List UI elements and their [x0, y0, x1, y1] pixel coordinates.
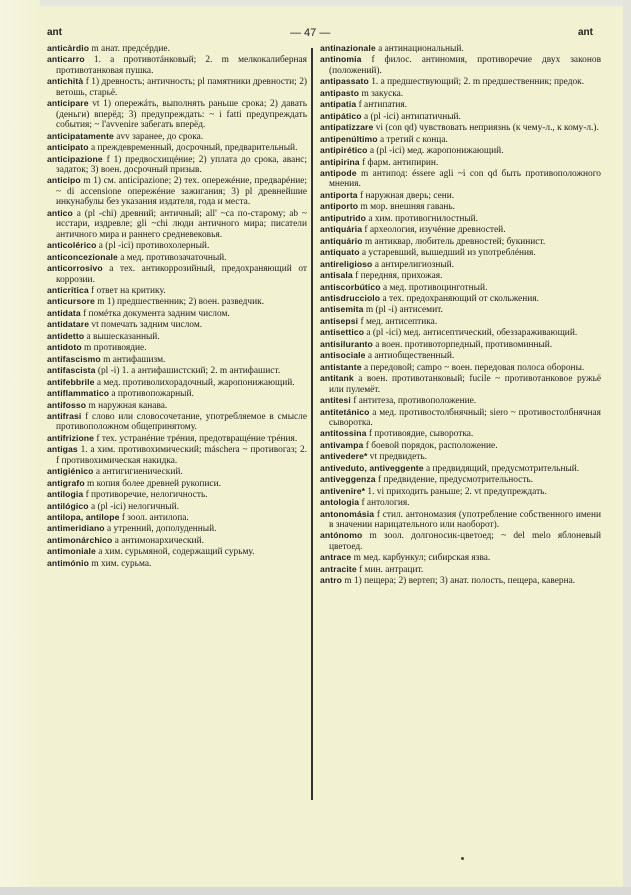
- dictionary-entry: [320, 486, 601, 497]
- headword: antimonárchico: [47, 534, 113, 545]
- headword: antonomásia: [320, 508, 375, 519]
- dictionary-entry: [320, 395, 601, 406]
- headword: anticritica: [47, 284, 89, 295]
- dictionary-entry: [320, 224, 601, 235]
- dictionary-entry: [320, 270, 601, 281]
- definition: a антирелигиозный.: [374, 259, 455, 270]
- headword: antónomo: [320, 530, 363, 541]
- headword: antivampa: [320, 439, 364, 450]
- definition: m наружная канава.: [88, 400, 168, 411]
- dictionary-entry: [320, 201, 601, 212]
- dictionary-entry: [320, 451, 601, 462]
- definition: m 1) см. anticipazione; 2) тех. опережéние, предварéние; ~ di accensione опережéние зажигания; 3) pl древнейшие инкунабулы без указания издателя, года и места.: [56, 176, 308, 208]
- definition: a мед. противозачаточный.: [120, 252, 227, 263]
- definition: a передовой; campo ~ воен. передовая полоса обороны.: [363, 362, 585, 373]
- headword: anticàrdio: [47, 43, 90, 53]
- definition: f филос. антиномия, противоречие двух законов (положений).: [329, 55, 601, 76]
- definition: f тех. устранéние трéния, предотвращéние трéния.: [96, 433, 298, 444]
- dictionary-entry: [320, 316, 601, 327]
- definition: a воен. противоторпедный, противоминный.: [375, 339, 553, 350]
- definition: m мор. внешняя гавань.: [360, 202, 456, 213]
- dictionary-entry: [320, 350, 601, 361]
- definition: a (pl -ici) мед. антисептический, обеззараживающий.: [366, 328, 578, 339]
- headword: antitank: [320, 373, 354, 384]
- definition: m хим. сурьма.: [91, 558, 152, 569]
- definition: 1. vi приходить раньше; 2. vt предупреждать.: [367, 486, 547, 497]
- headword: antichità: [47, 76, 84, 87]
- definition: m (pl -i) антисемит.: [365, 305, 443, 316]
- definition: 1. a предшествующий; 2. m предшественник; предок.: [371, 77, 585, 88]
- dictionary-entry: [47, 331, 307, 342]
- headword: antifosso: [47, 399, 87, 410]
- dictionary-entry: [47, 175, 307, 207]
- definition: a противопожарный.: [111, 389, 194, 400]
- dictionary-entry: [47, 377, 307, 388]
- definition: 1. a противотáнковый; 2. m мелкокалиберная противотанковая пушка.: [56, 55, 307, 76]
- dictionary-entry: [47, 489, 307, 500]
- dictionary-entry: [320, 259, 601, 270]
- dictionary-entry: [47, 319, 307, 330]
- headword: antiveggenza: [320, 474, 376, 485]
- headword: antisepsi: [320, 315, 359, 326]
- dictionary-entry: [320, 509, 601, 531]
- dictionary-entry: [47, 523, 307, 534]
- definition: a (pl -ici) мед. жаропонижающий.: [369, 146, 504, 157]
- definition: f противоречие, нелогичность.: [85, 490, 208, 501]
- headword: antilopa, antilope: [47, 512, 120, 523]
- dictionary-entry: [47, 365, 307, 376]
- dictionary-entry: [320, 428, 601, 439]
- dictionary-entry: [47, 285, 307, 296]
- dictionary-entry: [47, 263, 307, 285]
- headword: antisociale: [320, 350, 366, 361]
- dictionary-entry: [47, 240, 307, 251]
- headword: antiquato: [320, 247, 360, 258]
- dictionary-entry: [320, 190, 601, 201]
- running-head-left: ant: [47, 27, 62, 38]
- dictionary-entry: [320, 99, 601, 110]
- headword: anticipato: [47, 142, 89, 153]
- left-column: [47, 43, 307, 569]
- definition: f помéтка документа задним числом.: [83, 308, 230, 319]
- dictionary-entry: [320, 157, 601, 168]
- headword: antitossina: [320, 428, 367, 439]
- dictionary-entry: [320, 440, 601, 451]
- definition: f антитеза, противоположение.: [353, 396, 477, 407]
- definition: f антипатия.: [358, 100, 408, 111]
- headword: anticursore: [47, 296, 95, 307]
- definition: f слово или словосочетание, употребляемое в смысле противоположном общепринятому.: [56, 411, 307, 433]
- dictionary-entry: [47, 342, 307, 353]
- definition: vt 1) опережáть, выполнять раньше срока; 2) давать (деньги) вперёд; 3) предупреждать: ~ i fatti предупреждать события; ~ l'avvenire забегать вперёд.: [56, 99, 307, 131]
- definition: f зоол. антилопа.: [121, 513, 189, 524]
- definition: a антигигиенический.: [95, 467, 183, 478]
- headword: antiquária: [320, 224, 363, 235]
- dictionary-entry: [320, 247, 601, 258]
- dictionary-entry: [47, 535, 307, 546]
- headword: anticipo: [47, 175, 81, 186]
- definition: a воен. противотанковый; fucile ~ противотанковое ружьё или пулемёт.: [329, 374, 602, 395]
- headword: antinazionale: [320, 43, 376, 53]
- headword: antifrizione: [47, 432, 95, 443]
- headword: anticolérico: [47, 240, 97, 251]
- dictionary-entry: [320, 339, 601, 350]
- definition: a вышесказанный.: [86, 331, 160, 342]
- dictionary-entry: [320, 575, 601, 586]
- headword: antilogia: [47, 489, 84, 500]
- definition: f ответ на критику.: [91, 285, 166, 296]
- definition: a хим. сурьмяной, содержащий сурьму.: [98, 547, 255, 558]
- definition: m 1) пещера; 2) вертеп; 3) анат. полость, пещера, каверна.: [344, 576, 576, 587]
- dictionary-entry: [47, 444, 307, 466]
- definition: f мин. антрацит.: [359, 564, 424, 575]
- headword: antiscorbútico: [320, 281, 381, 292]
- definition: f передняя, прихожая.: [355, 271, 443, 282]
- dictionary-entry: [320, 474, 601, 485]
- dictionary-entry: [320, 236, 601, 247]
- headword: antimoniale: [47, 546, 96, 557]
- dictionary-entry: [320, 407, 601, 429]
- dictionary-entry: [47, 43, 307, 54]
- headword: anticipazione: [47, 153, 103, 164]
- headword: antracite: [320, 563, 357, 574]
- dictionary-entry: [47, 76, 307, 98]
- dictionary-entry: [320, 564, 601, 575]
- headword: antro: [320, 575, 342, 586]
- definition: (pl -i) 1. a антифашистский; 2. m антифашист.: [97, 366, 281, 377]
- definition: a мед. противолихорадочный, жаропонижающий.: [96, 377, 295, 388]
- definition: a утренний, дополуденный.: [107, 524, 217, 535]
- headword: anticarro: [47, 54, 85, 65]
- headword: antidata: [47, 307, 81, 318]
- headword: antipirético: [320, 145, 368, 156]
- dictionary-entry: [47, 388, 307, 399]
- dictionary-entry: [47, 558, 307, 569]
- headword: antrace: [320, 552, 352, 563]
- definition: a антинациональный.: [378, 44, 464, 54]
- headword: antigas: [47, 444, 78, 455]
- dictionary-entry: [320, 213, 601, 224]
- dictionary-entry: [47, 131, 307, 142]
- dictionary-entry: [320, 552, 601, 563]
- definition: a (pl -chi) древний; античный; all' ~ca по-старому; ab ~ исстари, издревле; gli ~chi люди античного мира; писатели античного мира и раннего средневековья.: [56, 208, 307, 240]
- headword: antipassato: [320, 76, 369, 87]
- definition: m антиквар, любитель древностей; букинист.: [364, 236, 546, 247]
- headword: antigiénico: [47, 466, 94, 477]
- definition: f наружная дверь; сени.: [360, 190, 455, 201]
- dictionary-entry: [320, 282, 601, 293]
- headword: antisemita: [320, 304, 364, 315]
- definition: a предвидящий, предусмотрительный.: [425, 463, 580, 474]
- headword: antiputrido: [320, 212, 366, 223]
- dictionary-entry: [320, 43, 601, 54]
- dictionary-entry: [320, 304, 601, 315]
- definition: m противоядие.: [84, 343, 147, 354]
- definition: m 1) предшественник; 2) воен. разведчик.: [97, 297, 265, 308]
- headword: antistante: [320, 361, 362, 372]
- definition: a антиобщественный.: [367, 351, 455, 362]
- definition: f антология.: [361, 498, 410, 509]
- definition: a мед. противостолбнячный; siero ~ противостолбнячная сыворотка.: [329, 407, 601, 428]
- dictionary-entry: [320, 145, 601, 156]
- definition: m зоол. долгоносик-цветоед; ~ del melo яблоневый цветоед.: [329, 531, 601, 552]
- headword: antifrasi: [47, 410, 82, 421]
- dictionary-entry: [47, 54, 307, 76]
- dictionary-entry: [320, 293, 601, 304]
- scan-border-bottom: [0, 887, 631, 895]
- dictionary-entry: [320, 497, 601, 508]
- headword: antologia: [320, 497, 360, 508]
- headword: antifascista: [47, 365, 96, 376]
- definition: a мед. противоцинготный.: [382, 282, 488, 293]
- dictionary-entry: [47, 98, 307, 130]
- headword: antidetto: [47, 330, 85, 341]
- headword: anticipatamente: [47, 130, 114, 141]
- headword: antisdrucciolo: [320, 292, 381, 303]
- dictionary-entry: [47, 142, 307, 153]
- definition: f мед. антисептика.: [360, 316, 438, 327]
- dictionary-entry: [47, 546, 307, 557]
- headword: antipasto: [320, 87, 360, 98]
- dictionary-entry: [320, 373, 601, 395]
- running-head-right: ant: [578, 27, 593, 38]
- headword: antivenire*: [320, 485, 366, 496]
- headword: antilógico: [47, 500, 89, 511]
- dictionary-entry: [47, 296, 307, 307]
- headword: antimeridiano: [47, 523, 105, 534]
- headword: antitesi: [320, 395, 351, 406]
- headword: antipatizzare: [320, 122, 374, 133]
- definition: a антимонархический.: [114, 535, 204, 546]
- definition: m антифашизм.: [103, 354, 166, 365]
- definition: f стил. антономазия (употребление собственного имени в значении нарицательного или наоборот).: [329, 509, 601, 531]
- headword: antisiluranto: [320, 338, 373, 349]
- dictionary-entry: [320, 111, 601, 122]
- dictionary-entry: [47, 478, 307, 489]
- right-column: [320, 43, 601, 587]
- headword: antiporta: [320, 189, 358, 200]
- dictionary-entry: [320, 463, 601, 474]
- headword: antidatare: [47, 319, 90, 330]
- definition: vi (con qd) чувствовать неприязнь (к чему-л., к кому-л.).: [375, 123, 599, 134]
- dictionary-entry: [320, 530, 601, 552]
- headword: antisala: [320, 270, 353, 281]
- headword: antireligioso: [320, 258, 373, 269]
- column-divider: [311, 48, 313, 800]
- definition: 1. a хим. противохимический; máschera ~ противогаз; 2. f противохимическая накидка.: [56, 445, 307, 466]
- headword: antiquário: [320, 235, 363, 246]
- definition: vt помечать задним числом.: [91, 320, 203, 331]
- definition: m мед. карбункул; сибирская язва.: [353, 553, 491, 564]
- headword: antidoto: [47, 342, 82, 353]
- dictionary-entry: [47, 354, 307, 365]
- definition: f 1) предвосхищéние; 2) уплата до срока, аванс; задаток; 3) воен. досрочный призыв.: [56, 154, 308, 175]
- headword: antigrafo: [47, 477, 85, 488]
- dictionary-entry: [47, 512, 307, 523]
- headword: antipenúltimo: [320, 133, 378, 144]
- definition: a (pl -ici) антипатичный.: [363, 111, 461, 122]
- headword: antifascismo: [47, 353, 101, 364]
- dictionary-entry: [320, 54, 601, 76]
- dictionary-entry: [320, 168, 601, 190]
- headword: antipirina: [320, 156, 360, 167]
- definition: avv заранее, до срока.: [116, 131, 204, 142]
- definition: vt предвидеть.: [369, 452, 428, 463]
- headword: antisettico: [320, 327, 365, 338]
- headword: antiporto: [320, 201, 359, 212]
- dictionary-entry: [320, 76, 601, 87]
- definition: f археология, изучéние древностей.: [364, 225, 506, 236]
- printer-mark: [461, 857, 464, 860]
- definition: f предвидение, предусмотрительность.: [378, 475, 534, 486]
- dictionary-entry: [47, 433, 307, 444]
- dictionary-entry: [47, 308, 307, 319]
- definition: a тех. предохраняющий от скольжения.: [382, 293, 539, 304]
- headword: antitetánico: [320, 406, 370, 417]
- dictionary-entry: [47, 400, 307, 411]
- dictionary-entry: [47, 208, 307, 240]
- page-margin: [0, 0, 40, 895]
- dictionary-entry: [320, 134, 601, 145]
- definition: a устаревший, вышедший из употреблéния.: [361, 248, 536, 259]
- definition: f 1) древность; античность; pl памятники древности; 2) ветошь, старьё.: [56, 77, 308, 98]
- headword: antimónio: [47, 557, 89, 568]
- headword: antivedere*: [320, 451, 368, 462]
- definition: a третий с конца.: [379, 134, 448, 145]
- dictionary-entry: [47, 501, 307, 512]
- headword: antifebbrile: [47, 376, 95, 387]
- headword: anticorrosivo: [47, 263, 103, 274]
- definition: a (pl -ici) противохолерный.: [98, 241, 210, 252]
- headword: antinomia: [320, 54, 362, 65]
- headword: antipode: [320, 167, 357, 178]
- headword: antiflammatico: [47, 388, 110, 399]
- definition: a преждевременный, досрочный, предварительный.: [90, 143, 298, 154]
- dictionary-entry: [320, 122, 601, 133]
- page-number: — 47 —: [290, 27, 331, 39]
- definition: f противоядие, сыворотка.: [368, 429, 474, 440]
- headword: anticoncezionale: [47, 251, 118, 262]
- definition: f боевой порядок, расположение.: [365, 440, 498, 451]
- definition: a тех. антикоррозийный, предохраняющий от коррозии.: [56, 264, 308, 285]
- dictionary-entry: [47, 466, 307, 477]
- headword: antipatia: [320, 99, 357, 110]
- scan-border-top: [0, 0, 631, 6]
- definition: f фарм. антипирин.: [362, 157, 439, 168]
- definition: a хим. противогнилостный.: [368, 213, 479, 224]
- definition: m закуска.: [361, 88, 404, 99]
- headword: antiveduto, antiveggente: [320, 462, 424, 473]
- dictionary-entry: [47, 252, 307, 263]
- dictionary-entry: [47, 411, 307, 433]
- scan-border-right: [623, 0, 631, 895]
- definition: a (pl -ici) нелогичный.: [90, 501, 179, 512]
- headword: anticipare: [47, 98, 89, 109]
- headword: antipático: [320, 110, 362, 121]
- definition: m антипод: éssere agli ~i con qd быть противоположного мнения.: [329, 168, 601, 190]
- definition: m копия более древней рукописи.: [87, 478, 221, 489]
- dictionary-entry: [320, 88, 601, 99]
- dictionary-entry: [320, 362, 601, 373]
- dictionary-entry: [47, 154, 307, 176]
- definition: m анат. предсéрдие.: [91, 44, 170, 54]
- dictionary-entry: [320, 327, 601, 338]
- headword: antico: [47, 207, 73, 218]
